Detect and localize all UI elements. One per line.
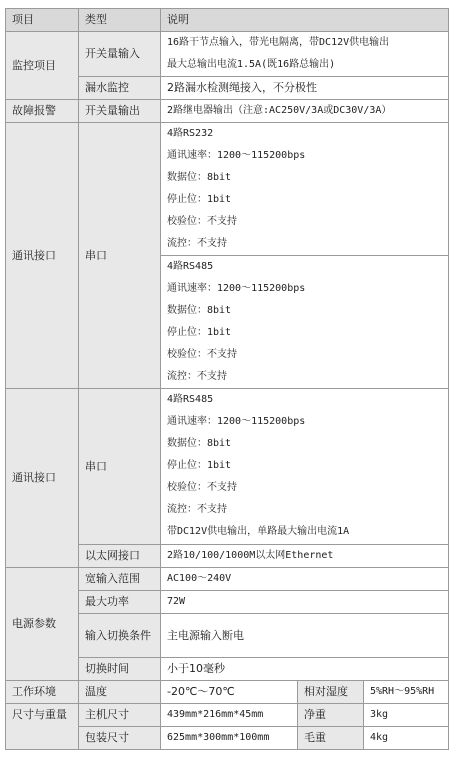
table-row — [6, 100, 449, 123]
switch-input-desc — [161, 32, 449, 77]
switch-condition-value: 主电源输入断电 — [161, 614, 449, 658]
desc-line: 校验位：不支持 — [167, 482, 237, 493]
desc-line: 流控：不支持 — [167, 371, 227, 382]
desc-line: 停止位：1bit — [167, 327, 232, 338]
desc-line: 16路干节点输入，带光电隔离，带DC12V供电输出 — [167, 37, 390, 48]
desc-line: 4路RS485 — [167, 261, 214, 272]
desc-line: 通讯速率：1200～115200bps — [167, 283, 306, 294]
table-row — [6, 32, 449, 77]
package-size-value: 625mm*300mm*100mm — [161, 727, 298, 750]
desc-line: 最大总输出电流1.5A(既16路总输出) — [167, 59, 336, 70]
desc-line: 数据位：8bit — [167, 305, 232, 316]
temperature-value: -20℃～70℃ — [161, 681, 298, 704]
desc-line: 停止位：1bit — [167, 460, 232, 471]
desc-line: 通讯速率：1200～115200bps — [167, 416, 306, 427]
desc-line: 带DC12V供电输出，单路最大输出电流1A — [167, 526, 350, 537]
host-size-label: 主机尺寸 — [79, 704, 161, 727]
humidity-label: 相对湿度 — [298, 681, 364, 704]
input-range-value: AC100～240V — [161, 568, 449, 591]
package-size-label: 包装尺寸 — [79, 727, 161, 750]
max-power-label: 最大功率 — [79, 591, 161, 614]
desc-line: 停止位：1bit — [167, 194, 232, 205]
host-size-value: 439mm*216mm*45mm — [161, 704, 298, 727]
header-type: 类型 — [79, 9, 161, 32]
serial-label-2: 串口 — [79, 389, 161, 545]
switch-output-label: 开关量输出 — [79, 100, 161, 123]
header-row — [6, 9, 449, 32]
rs485-block-1 — [161, 256, 449, 389]
switch-condition-label: 输入切换条件 — [79, 614, 161, 658]
input-range-label: 宽输入范围 — [79, 568, 161, 591]
desc-line: 通讯速率：1200～115200bps — [167, 150, 306, 161]
desc-line: 数据位：8bit — [167, 172, 232, 183]
switch-time-label: 切换时间 — [79, 658, 161, 681]
switch-output-desc: 2路继电器输出（注意:AC250V/3A或DC30V/3A） — [161, 100, 449, 123]
max-power-value: 72W — [161, 591, 449, 614]
comm-group-1: 通讯接口 — [6, 123, 79, 389]
serial-label-1: 串口 — [79, 123, 161, 389]
humidity-value: 5%RH～95%RH — [364, 681, 449, 704]
table-row — [6, 389, 449, 545]
ethernet-desc: 2路10/100/1000M以太网Ethernet — [161, 545, 449, 568]
power-group: 电源参数 — [6, 568, 79, 681]
rs232-block — [161, 123, 449, 256]
desc-line: 流控：不支持 — [167, 504, 227, 515]
net-weight-value: 3kg — [364, 704, 449, 727]
table-row — [6, 704, 449, 727]
gross-weight-value: 4kg — [364, 727, 449, 750]
net-weight-label: 净重 — [298, 704, 364, 727]
switch-input-label: 开关量输入 — [79, 32, 161, 77]
table-row — [6, 568, 449, 591]
size-group: 尺寸与重量 — [6, 704, 79, 750]
table-row — [6, 123, 449, 256]
env-group: 工作环境 — [6, 681, 79, 704]
rs485-block-2 — [161, 389, 449, 545]
gross-weight-label: 毛重 — [298, 727, 364, 750]
switch-time-value: 小于10毫秒 — [161, 658, 449, 681]
spec-table — [5, 8, 449, 750]
temperature-label: 温度 — [79, 681, 161, 704]
monitor-group: 监控项目 — [6, 32, 79, 100]
desc-line: 流控：不支持 — [167, 238, 227, 249]
leak-label: 漏水监控 — [79, 77, 161, 100]
desc-line: 校验位：不支持 — [167, 216, 237, 227]
desc-line: 校验位：不支持 — [167, 349, 237, 360]
alarm-group: 故障报警 — [6, 100, 79, 123]
desc-line: 4路RS485 — [167, 394, 214, 405]
leak-desc: 2路漏水检测绳接入，不分极性 — [161, 77, 449, 100]
desc-line: 数据位：8bit — [167, 438, 232, 449]
table-row — [6, 681, 449, 704]
header-item: 项目 — [6, 9, 79, 32]
header-desc: 说明 — [161, 9, 449, 32]
ethernet-label: 以太网接口 — [79, 545, 161, 568]
comm-group-2: 通讯接口 — [6, 389, 79, 568]
desc-line: 4路RS232 — [167, 128, 214, 139]
